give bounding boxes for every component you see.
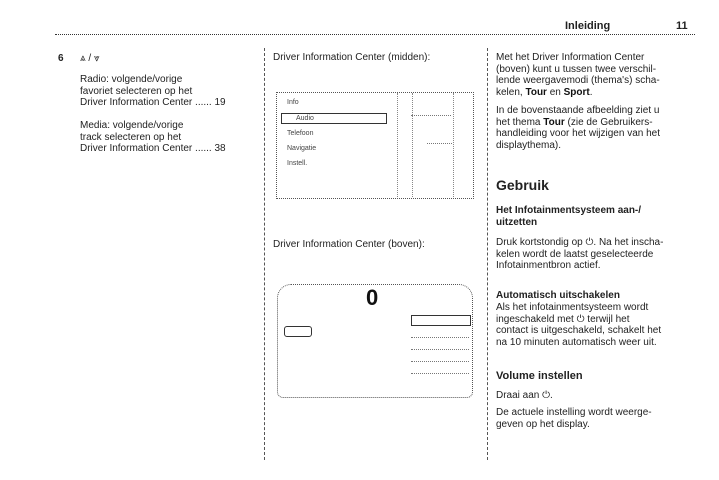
text-line: De actuele instelling wordt weerge- [496, 407, 652, 418]
dic-middle-figure [276, 92, 474, 199]
menu-item: Instell. [287, 160, 308, 167]
text-line: kelen wordt de laatst geselecteerde [496, 248, 654, 260]
text-line: (boven) kunt u tussen twee verschil- [496, 63, 657, 75]
section-title: Inleiding [565, 20, 611, 32]
divider [411, 349, 469, 350]
menu-item: Info [287, 99, 299, 106]
page-number: 11 [676, 20, 688, 32]
volume-paragraph [496, 407, 652, 430]
text-line: lende weergavemodi (thema's) scha- [496, 75, 660, 87]
item-number: 6 [58, 53, 64, 64]
header-rule [55, 34, 695, 35]
divider [411, 115, 451, 116]
text: (zie de Gebruikers- [564, 116, 653, 128]
column-divider [264, 48, 265, 460]
text-line: Het Infotainmentsysteem aan-/ [496, 205, 642, 216]
divider [411, 361, 469, 362]
text-line: Media: volgende/vorige [80, 120, 184, 131]
text-line [496, 117, 660, 129]
media-description [80, 120, 226, 155]
radio-description [80, 74, 226, 109]
text: en [546, 86, 564, 98]
divider [427, 143, 452, 144]
text-line: contact is uitgeschakeld, schakelt het [496, 325, 662, 337]
theme-tour: Tour [543, 116, 565, 128]
theme-tour: Tour [525, 86, 547, 98]
menu-item-selected: Audio [281, 113, 387, 124]
selected-list-item [411, 315, 471, 326]
text: het thema [496, 116, 544, 128]
text-line [496, 87, 660, 99]
theme-sport: Sport [563, 86, 590, 98]
menu-item: Telefoon [287, 130, 314, 137]
text-line: displaythema). [496, 139, 562, 151]
heading-gebruik: Gebruik [496, 177, 549, 193]
text-line: Radio: volgende/vorige [80, 74, 183, 85]
auto-off-paragraph [496, 302, 661, 348]
speed-readout: 0 [366, 285, 379, 310]
text-line: Driver Information Center ...... 38 [80, 143, 226, 155]
figure-caption: Driver Information Center (midden): [273, 52, 431, 63]
on-off-paragraph [496, 237, 663, 272]
audio-button [284, 326, 312, 337]
text-line: geven op het display. [496, 418, 590, 430]
text-line: handleiding voor het wijzigen van het [496, 128, 660, 140]
divider [411, 337, 469, 338]
divider [411, 373, 469, 374]
dic-top-figure [277, 284, 473, 398]
text-line: In de bovenstaande afbeelding ziet u [496, 105, 660, 116]
heading-on-off [496, 205, 641, 229]
text-line: ingeschakeld met ⏻ terwijl het [496, 313, 630, 325]
menu-item: Navigatie [287, 145, 317, 152]
intro-paragraph [496, 52, 660, 98]
figure-caption: Driver Information Center (boven): [273, 239, 425, 250]
gauge-strip [453, 93, 466, 197]
heading-auto-off: Automatisch uitschakelen [496, 290, 620, 301]
column-divider [487, 48, 488, 460]
volume-instruction: Draai aan ⏻. [496, 390, 553, 401]
text-line: na 10 minuten automatisch weer uit. [496, 336, 657, 348]
text-line: Als het infotainmentsysteem wordt [496, 302, 649, 313]
text-line: Met het Driver Information Center [496, 52, 645, 63]
text: kelen, [496, 86, 526, 98]
text-line: uitzetten [496, 217, 538, 228]
theme-paragraph [496, 105, 660, 151]
next-prev-icons: ⩓ / ⩔ [80, 53, 100, 64]
gauge-strip [397, 93, 413, 197]
text: . [589, 86, 593, 98]
text-line: Driver Information Center ...... 19 [80, 97, 226, 109]
heading-volume: Volume instellen [496, 370, 583, 382]
text-line: track selecteren op het [80, 131, 182, 143]
text-line: Infotainmentbron actief. [496, 260, 601, 272]
text-line: Druk kortstondig op ⏻. Na het inscha- [496, 237, 664, 248]
text-line: favoriet selecteren op het [80, 85, 193, 97]
